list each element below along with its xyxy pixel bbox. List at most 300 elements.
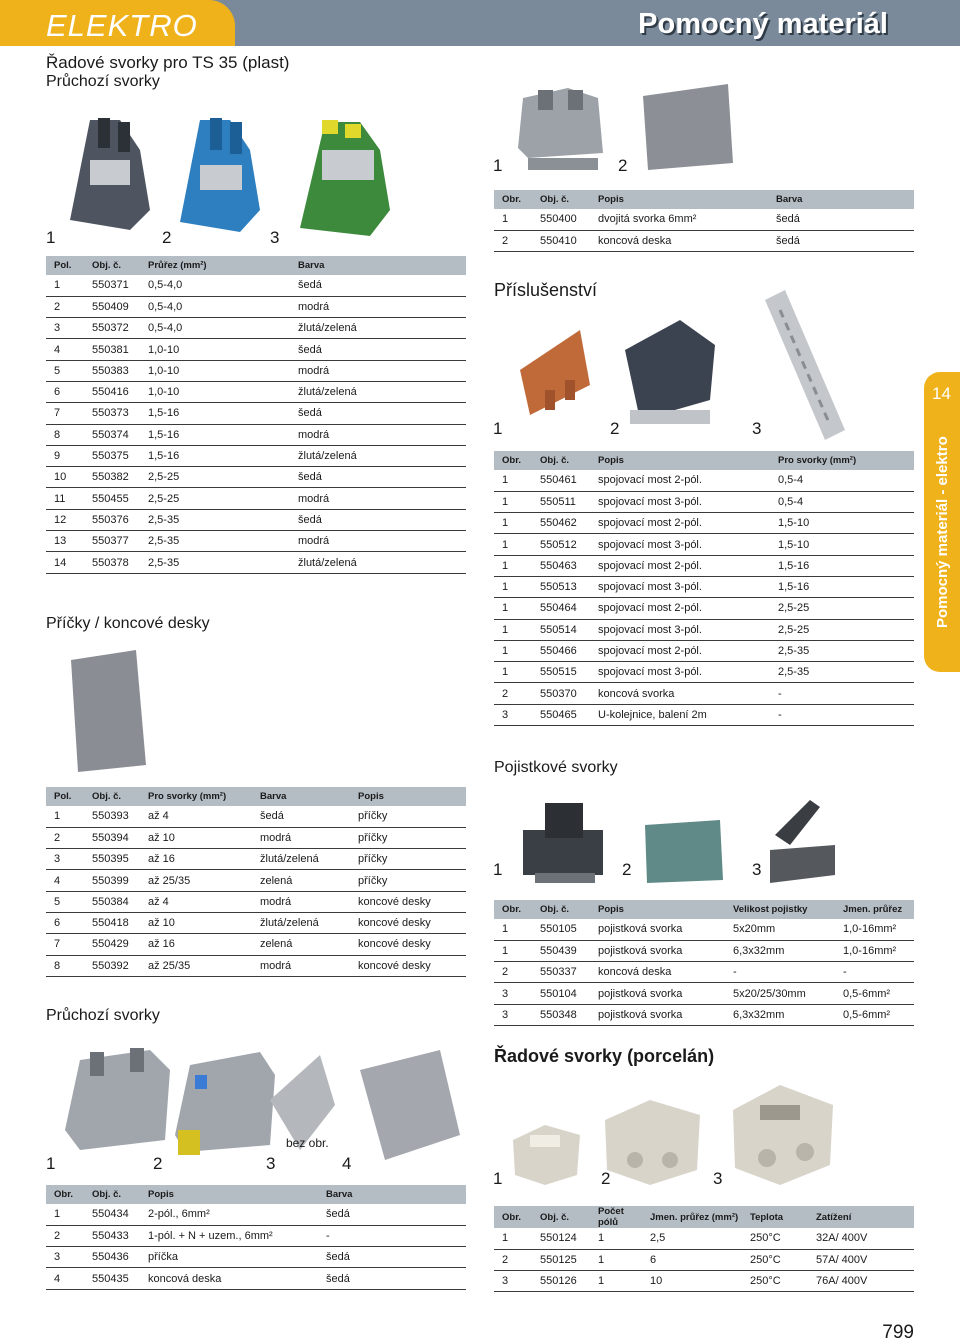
table-cell: 0,5-4,0: [140, 318, 290, 339]
table-cell: 1: [494, 576, 532, 597]
table-cell: 550395: [84, 849, 140, 870]
table-cell: 550435: [84, 1268, 140, 1289]
col-header: Popis: [590, 900, 725, 919]
table-cell: 550393: [84, 806, 140, 827]
table-row: [46, 488, 466, 509]
table-cell: 550514: [532, 619, 590, 640]
through-terminal-images: [60, 1040, 470, 1165]
through-terminals-table: [46, 1185, 466, 1290]
table-cell: 1: [494, 555, 532, 576]
table-cell: 2,5-35: [770, 662, 914, 683]
col-header: Jmen. průřez (mm²): [642, 1206, 742, 1228]
table-cell: 550462: [532, 513, 590, 534]
table-cell: 550418: [84, 912, 140, 933]
col-header: Obr.: [494, 451, 532, 470]
table-cell: 1: [46, 806, 84, 827]
table-cell: 4: [46, 339, 84, 360]
partition-image: [66, 650, 156, 775]
table-row: [46, 381, 466, 402]
col-header: Obj. č.: [532, 451, 590, 470]
table-cell: 2: [46, 827, 84, 848]
col-header: Pol.: [46, 256, 84, 275]
table-cell: 57A/ 400V: [808, 1249, 914, 1270]
table-cell: spojovací most 3-pól.: [590, 619, 770, 640]
table-cell: koncové desky: [350, 934, 466, 955]
table-cell: 6: [46, 381, 84, 402]
multi-terminal-image: [175, 1052, 275, 1155]
table-cell: 550461: [532, 470, 590, 491]
table-cell: 550370: [532, 683, 590, 704]
chapter-label: Pomocný materiál - elektro: [934, 436, 951, 628]
table-cell: spojovací most 2-pól.: [590, 470, 770, 491]
table-cell: 0,5-6mm²: [835, 983, 914, 1004]
table-cell: modrá: [252, 827, 350, 848]
table-cell: 1,5-16: [770, 555, 914, 576]
table-cell: 1: [494, 470, 532, 491]
table-row: [494, 576, 914, 597]
col-header: Obj. č.: [532, 900, 590, 919]
fuse-end-plate-image: [645, 820, 723, 883]
table-cell: 550374: [84, 424, 140, 445]
table-row: [494, 983, 914, 1004]
table-cell: 2: [46, 1225, 84, 1246]
table-cell: příčky: [350, 806, 466, 827]
table-cell: 550377: [84, 531, 140, 552]
table-cell: 6: [46, 912, 84, 933]
table-cell: šedá: [318, 1268, 466, 1289]
section-title-terminals: Řadové svorky pro TS 35 (plast): [46, 53, 290, 72]
table-row: [46, 360, 466, 381]
table-cell: spojovací most 2-pól.: [590, 555, 770, 576]
table-cell: příčky: [350, 870, 466, 891]
chapter-number: 14: [932, 384, 951, 403]
table-cell: 550416: [84, 381, 140, 402]
table-cell: -: [725, 962, 835, 983]
table-cell: žlutá/zelená: [290, 381, 466, 402]
table-cell: 1: [494, 513, 532, 534]
table-cell: 1: [494, 662, 532, 683]
two-pole-terminal-image: [65, 1048, 170, 1150]
image-label: 3: [266, 1154, 276, 1173]
table-cell: pojistková svorka: [590, 940, 725, 961]
table-cell: až 16: [140, 849, 252, 870]
col-header: Pro svorky (mm²): [770, 451, 914, 470]
table-row: [46, 467, 466, 488]
image-label: 3: [270, 228, 280, 247]
table-cell: žlutá/zelená: [252, 912, 350, 933]
image-label: 2: [610, 419, 620, 438]
table-row: [494, 919, 914, 940]
col-header: Obj. č.: [84, 1185, 140, 1204]
table-cell: 0,5-4,0: [140, 275, 290, 296]
table-cell: zelená: [252, 870, 350, 891]
table-row: [494, 704, 914, 725]
porcelain-terminal-large-image: [733, 1085, 833, 1185]
double-terminal-images: [508, 78, 748, 178]
table-cell: příčka: [140, 1247, 318, 1268]
table-cell: -: [318, 1225, 466, 1246]
col-header: Obr.: [494, 900, 532, 919]
table-cell: 550384: [84, 891, 140, 912]
end-terminal-image: [625, 320, 715, 424]
table-cell: 7: [46, 403, 84, 424]
table-cell: šedá: [768, 230, 914, 251]
table-cell: 2,5-35: [140, 531, 290, 552]
table-cell: 550463: [532, 555, 590, 576]
table-cell: 2: [494, 683, 532, 704]
table-cell: 3: [46, 849, 84, 870]
table-cell: modrá: [252, 955, 350, 976]
table-cell: 5: [46, 891, 84, 912]
table-cell: -: [770, 704, 914, 725]
table-cell: 32A/ 400V: [808, 1228, 914, 1249]
table-cell: 250°C: [742, 1228, 808, 1249]
table-cell: koncové desky: [350, 891, 466, 912]
table-row: [494, 1249, 914, 1270]
col-header: Barva: [252, 787, 350, 806]
table-cell: modrá: [290, 424, 466, 445]
table-cell: šedá: [290, 403, 466, 424]
table-cell: pojistková svorka: [590, 983, 725, 1004]
table-cell: 1,0-10: [140, 339, 290, 360]
table-cell: koncová svorka: [590, 683, 770, 704]
col-header: Barva: [290, 256, 466, 275]
terminal-blue-image: [180, 118, 260, 232]
col-header: Popis: [140, 1185, 318, 1204]
table-cell: 0,5-6mm²: [835, 1004, 914, 1025]
table-cell: 550429: [84, 934, 140, 955]
table-cell: 4: [46, 870, 84, 891]
table-row: [46, 424, 466, 445]
terminal-gray-image: [70, 118, 150, 230]
table-cell: příčky: [350, 827, 466, 848]
image-label: 1: [46, 228, 56, 247]
accessories-table-body: [494, 470, 914, 726]
table-cell: 250°C: [742, 1271, 808, 1292]
table-cell: až 25/35: [140, 870, 252, 891]
table-row: [46, 318, 466, 339]
table-cell: 1,5-10: [770, 513, 914, 534]
table-cell: 1: [494, 534, 532, 555]
page-title: Pomocný materiál: [638, 8, 888, 40]
table-row: [494, 491, 914, 512]
table-cell: 5: [46, 360, 84, 381]
table-cell: příčky: [350, 849, 466, 870]
col-header: Velikost pojistky: [725, 900, 835, 919]
table-cell: pojistková svorka: [590, 1004, 725, 1025]
table-cell: 550383: [84, 360, 140, 381]
table-row: [46, 531, 466, 552]
table-cell: 550125: [532, 1249, 590, 1270]
table-cell: 550124: [532, 1228, 590, 1249]
image-label: 3: [752, 419, 762, 438]
table-cell: šedá: [290, 339, 466, 360]
table-cell: 10: [642, 1271, 742, 1292]
col-header: Obj. č.: [84, 787, 140, 806]
table-row: [494, 619, 914, 640]
table-row: [46, 827, 466, 848]
table-cell: 1,5-16: [140, 424, 290, 445]
terminals-table-body: [46, 275, 466, 573]
table-cell: šedá: [252, 806, 350, 827]
image-label: 1: [493, 419, 503, 438]
col-header: Pol.: [46, 787, 84, 806]
double-terminal-table: [494, 190, 914, 252]
table-cell: 550464: [532, 598, 590, 619]
table-cell: 1: [590, 1228, 642, 1249]
brand-title: ELEKTRO: [46, 8, 198, 43]
porcelain-terminal-medium-image: [605, 1100, 700, 1185]
table-cell: 550465: [532, 704, 590, 725]
table-cell: koncová deska: [590, 962, 725, 983]
col-header: Průřez (mm²): [140, 256, 290, 275]
table-cell: 2: [494, 230, 532, 251]
table-row: [46, 1247, 466, 1268]
accessory-images: [510, 290, 850, 440]
table-row: [494, 962, 914, 983]
image-label: 3: [713, 1169, 723, 1188]
table-cell: žlutá/zelená: [290, 318, 466, 339]
through-terminals-table-body: [46, 1204, 466, 1289]
table-cell: modrá: [290, 531, 466, 552]
table-cell: 0,5-4: [770, 470, 914, 491]
table-cell: 550455: [84, 488, 140, 509]
table-row: [494, 640, 914, 661]
table-cell: 550409: [84, 296, 140, 317]
table-cell: 550376: [84, 509, 140, 530]
table-row: [494, 1004, 914, 1025]
table-cell: 1,0-16mm²: [835, 940, 914, 961]
table-cell: až 16: [140, 934, 252, 955]
table-row: [46, 552, 466, 573]
col-header: Počet pólů: [590, 1206, 642, 1228]
table-cell: 550378: [84, 552, 140, 573]
table-cell: modrá: [290, 296, 466, 317]
porcelain-terminal-images: [505, 1080, 835, 1190]
table-cell: 2,5: [642, 1228, 742, 1249]
table-cell: dvojitá svorka 6mm²: [590, 209, 768, 230]
table-cell: až 25/35: [140, 955, 252, 976]
table-cell: spojovací most 3-pól.: [590, 662, 770, 683]
table-cell: 1: [590, 1249, 642, 1270]
table-cell: 550394: [84, 827, 140, 848]
table-cell: 2-pól., 6mm²: [140, 1204, 318, 1225]
col-header: Popis: [590, 451, 770, 470]
fuse-table: [494, 900, 914, 1026]
table-cell: 2: [494, 1249, 532, 1270]
table-cell: 1: [46, 275, 84, 296]
table-row: [46, 870, 466, 891]
col-header: Jmen. průřez: [835, 900, 914, 919]
table-cell: 550392: [84, 955, 140, 976]
table-cell: 550439: [532, 940, 590, 961]
table-row: [46, 339, 466, 360]
table-row: [494, 1271, 914, 1292]
porcelain-table: [494, 1206, 914, 1292]
table-cell: 1: [494, 491, 532, 512]
image-label: 4: [342, 1154, 352, 1173]
fuse-terminal-image: [523, 803, 603, 883]
table-cell: 3: [494, 1271, 532, 1292]
table-cell: 550373: [84, 403, 140, 424]
table-cell: 0,5-4,0: [140, 296, 290, 317]
partitions-table-body: [46, 806, 466, 976]
table-cell: 1-pól. + N + uzem., 6mm²: [140, 1225, 318, 1246]
terminal-green-image: [300, 120, 390, 236]
table-cell: spojovací most 2-pól.: [590, 598, 770, 619]
table-cell: 0,5-4: [770, 491, 914, 512]
table-cell: 550104: [532, 983, 590, 1004]
section-title-porcelain: Řadové svorky (porcelán): [494, 1046, 715, 1066]
table-row: [46, 1268, 466, 1289]
table-cell: 550400: [532, 209, 590, 230]
table-row: [46, 403, 466, 424]
table-row: [494, 598, 914, 619]
din-rail-image: [765, 290, 845, 440]
section-title-accessories: Příslušenství: [494, 280, 598, 300]
table-row: [46, 934, 466, 955]
table-cell: 1,0-10: [140, 360, 290, 381]
table-cell: spojovací most 2-pól.: [590, 513, 770, 534]
image-label: 2: [162, 228, 172, 247]
table-cell: 550381: [84, 339, 140, 360]
table-cell: až 4: [140, 891, 252, 912]
table-cell: U-kolejnice, balení 2m: [590, 704, 770, 725]
table-cell: 2: [46, 296, 84, 317]
image-label: 1: [493, 156, 503, 175]
accessories-table: [494, 451, 914, 726]
porcelain-table-body: [494, 1228, 914, 1292]
table-cell: 550337: [532, 962, 590, 983]
section-title-through-2: Průchozí svorky: [46, 1007, 160, 1024]
section-title-partitions: Příčky / koncové desky: [46, 615, 210, 632]
table-row: [46, 912, 466, 933]
section-title-fuse: Pojistkové svorky: [494, 759, 618, 776]
table-row: [46, 296, 466, 317]
col-header: Obj. č.: [84, 256, 140, 275]
table-cell: -: [770, 683, 914, 704]
table-cell: 76A/ 400V: [808, 1271, 914, 1292]
table-cell: 1: [494, 640, 532, 661]
table-cell: 11: [46, 488, 84, 509]
table-cell: modrá: [290, 360, 466, 381]
table-row: [494, 555, 914, 576]
table-cell: modrá: [252, 891, 350, 912]
table-cell: 14: [46, 552, 84, 573]
table-cell: 9: [46, 445, 84, 466]
table-row: [494, 470, 914, 491]
table-row: [46, 1204, 466, 1225]
section-subtitle-through: Průchozí svorky: [46, 73, 160, 90]
table-cell: žlutá/zelená: [290, 445, 466, 466]
table-cell: 6,3x32mm: [725, 940, 835, 961]
table-cell: 550434: [84, 1204, 140, 1225]
table-cell: 550382: [84, 467, 140, 488]
table-cell: 2,5-25: [140, 467, 290, 488]
table-row: [46, 849, 466, 870]
table-cell: 550126: [532, 1271, 590, 1292]
image-label: 2: [622, 860, 632, 879]
table-cell: žlutá/zelená: [290, 552, 466, 573]
table-cell: 550371: [84, 275, 140, 296]
col-header: Obr.: [46, 1185, 84, 1204]
partitions-table: [46, 787, 466, 977]
table-cell: šedá: [318, 1204, 466, 1225]
table-cell: šedá: [318, 1247, 466, 1268]
table-row: [494, 940, 914, 961]
table-cell: spojovací most 3-pól.: [590, 491, 770, 512]
table-cell: 1: [46, 1204, 84, 1225]
col-header: Zatížení: [808, 1206, 914, 1228]
table-cell: 3: [46, 1247, 84, 1268]
table-cell: koncové desky: [350, 955, 466, 976]
table-cell: 1: [494, 919, 532, 940]
table-cell: 1,5-16: [140, 445, 290, 466]
col-header: Popis: [350, 787, 466, 806]
image-label: 1: [493, 1169, 503, 1188]
bridge-image: [520, 330, 590, 415]
table-row: [494, 513, 914, 534]
table-cell: 2,5-25: [770, 619, 914, 640]
double-terminal-table-body: [494, 209, 914, 252]
fuse-holder-image: [770, 800, 835, 883]
table-cell: 2,5-35: [140, 552, 290, 573]
table-cell: 2: [494, 962, 532, 983]
table-cell: koncová deska: [140, 1268, 318, 1289]
table-row: [46, 1225, 466, 1246]
fuse-terminal-images: [515, 795, 845, 890]
table-cell: žlutá/zelená: [252, 849, 350, 870]
table-cell: 8: [46, 955, 84, 976]
table-cell: šedá: [768, 209, 914, 230]
table-cell: -: [835, 962, 914, 983]
col-header: Popis: [590, 190, 768, 209]
table-cell: 7: [46, 934, 84, 955]
end-plate-image-2: [360, 1050, 460, 1160]
table-cell: 550466: [532, 640, 590, 661]
table-row: [46, 891, 466, 912]
table-cell: 550512: [532, 534, 590, 555]
table-cell: spojovací most 3-pól.: [590, 534, 770, 555]
table-row: [494, 683, 914, 704]
table-cell: 550515: [532, 662, 590, 683]
image-label: 2: [618, 156, 628, 175]
col-header: Barva: [318, 1185, 466, 1204]
porcelain-terminal-small-image: [513, 1125, 580, 1185]
table-cell: 5x20/25/30mm: [725, 983, 835, 1004]
table-row: [46, 955, 466, 976]
page-number: 799: [882, 1322, 914, 1343]
table-cell: 3: [46, 318, 84, 339]
col-header: Obr.: [494, 1206, 532, 1228]
no-image-note: bez obr.: [286, 1136, 329, 1150]
table-cell: koncová deska: [590, 230, 768, 251]
table-cell: až 10: [140, 827, 252, 848]
table-cell: 1: [494, 619, 532, 640]
table-cell: šedá: [290, 275, 466, 296]
table-cell: 6,3x32mm: [725, 1004, 835, 1025]
fuse-table-body: [494, 919, 914, 1025]
table-cell: 13: [46, 531, 84, 552]
terminals-table: [46, 256, 466, 574]
table-row: [494, 1228, 914, 1249]
image-label: 2: [601, 1169, 611, 1188]
table-cell: 5x20mm: [725, 919, 835, 940]
table-cell: 1: [494, 1228, 532, 1249]
table-row: [494, 230, 914, 251]
table-cell: 550511: [532, 491, 590, 512]
table-cell: 550410: [532, 230, 590, 251]
